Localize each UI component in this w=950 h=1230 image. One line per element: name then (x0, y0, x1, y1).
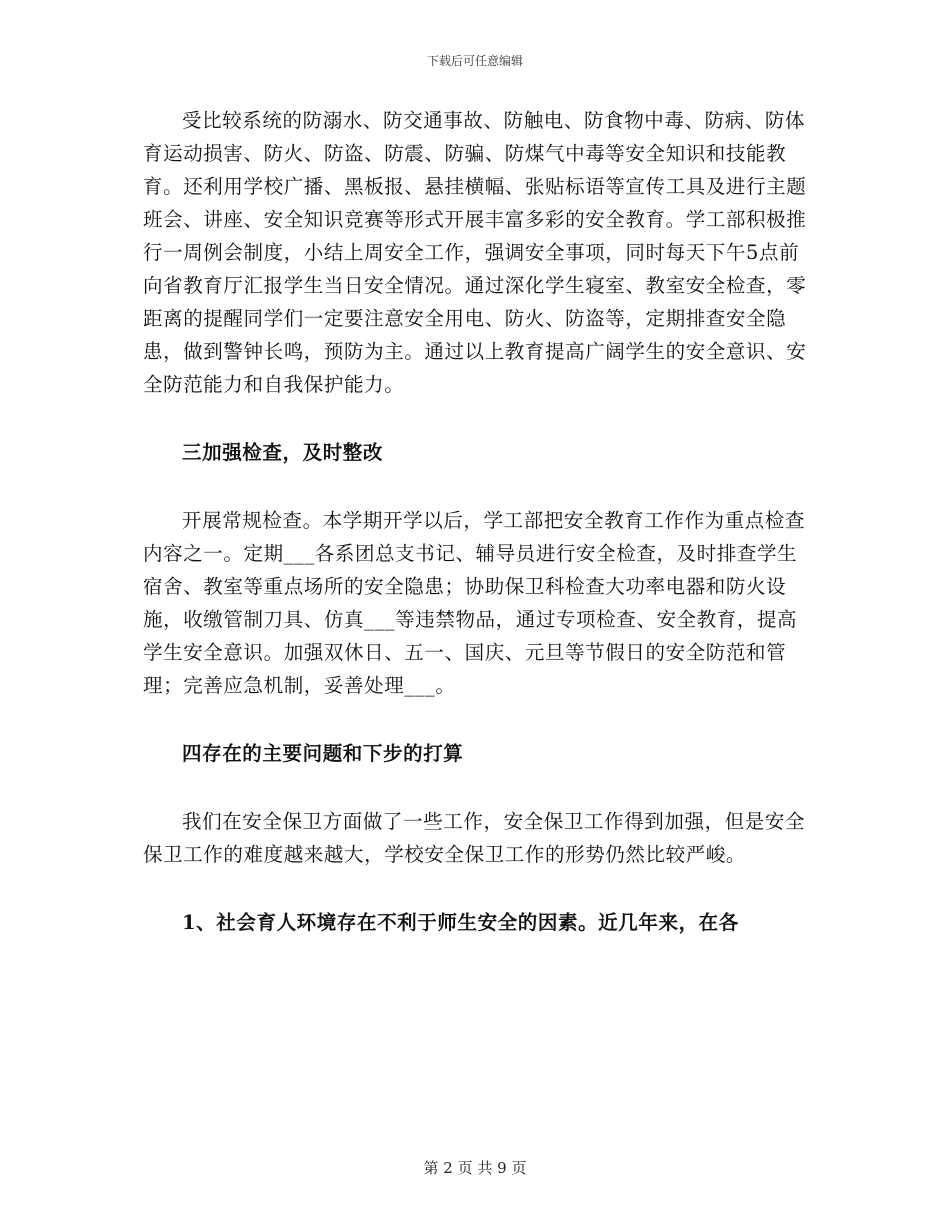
section-heading-inspection: 三加强检查，及时整改 (182, 441, 384, 464)
section-heading-problems: 四存在的主要问题和下步的打算 (182, 742, 464, 765)
paragraph-safety-education: 受比较系统的防溺水、防交通事故、防触电、防食物中毒、防病、防体育运动损害、防火、防盗、防震、防骗、防煤气中毒等安全知识和技能教育。还利用学校广播、黑板报、悬挂横幅、张贴标语等宣传工具及进行主题班会、讲座、安全知识竞赛等形式开展丰富多彩的安全教育。学工部积极推行一周例会制度，小结上周安全工作，强调安全事项，同时每天下午5点前向省教育厅汇报学生当日安全情况。通过深化学生寝室、教室安全检查，零距离的提醒同学们一定要注意安全用电、防火、防盗等，定期排查安全隐患，做到警钟长鸣，预防为主。通过以上教育提高广阔学生的安全意识、安全防范能力和自我保护能力。 (143, 109, 807, 396)
document-body (143, 104, 813, 939)
paragraph-routine-inspection: 开展常规检查。本学期开学以后，学工部把安全教育工作作为重点检查内容之一。定期___各系团总支书记、辅导员进行安全检查，及时排查学生宿舍、教室等重点场所的安全隐患；协助保卫科检查大功率电器和防火设施，收缴管制刀具、仿真___等违禁物品，通过专项检查、安全教育，提高学生安全意识。加强双休日、五一、国庆、元旦等节假日的安全防范和管理；完善应急机制，妥善处理___。 (143, 509, 806, 697)
paragraph-security-work: 我们在安全保卫方面做了一些工作，安全保卫工作得到加强，但是安全保卫工作的难度越来越大，学校安全保卫工作的形势仍然比较严峻。 (143, 810, 806, 866)
page-header: 下载后可任意编辑 (426, 54, 523, 68)
section-heading-social-environment: 1、社会育人环境存在不利于师生安全的因素。近几年来，在各 (182, 911, 739, 934)
page-footer: 第 2 页 共 9 页 (423, 1159, 527, 1177)
